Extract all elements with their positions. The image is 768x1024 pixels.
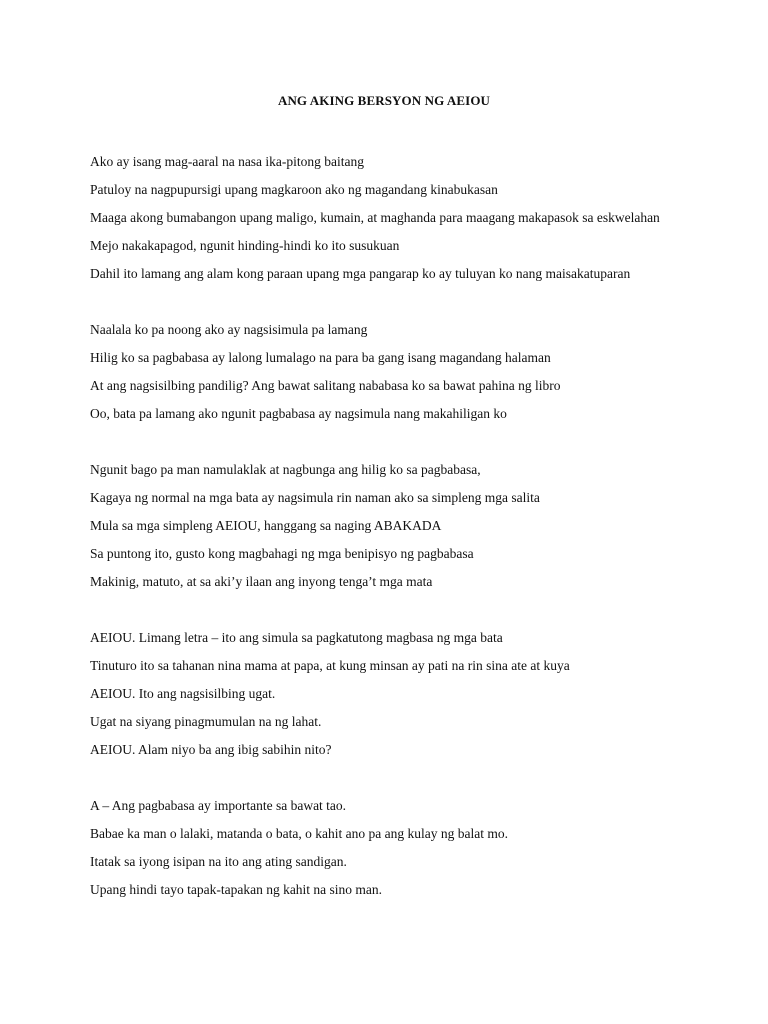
poem-line: Patuloy na nagpupursigi upang magkaroon ako ng magandang kinabukasan — [90, 182, 498, 197]
poem-line: Sa puntong ito, gusto kong magbahagi ng mga benipisyo ng pagbabasa — [90, 546, 474, 561]
poem-line: At ang nagsisilbing pandilig? Ang bawat salitang nababasa ko sa bawat pahina ng libro — [90, 378, 561, 393]
poem-line: Ugat na siyang pinagmumulan na ng lahat. — [90, 714, 322, 729]
poem-line: Itatak sa iyong isipan na ito ang ating sandigan. — [90, 854, 347, 869]
poem-line: Ako ay isang mag-aaral na nasa ika-pitong baitang — [90, 154, 365, 169]
poem-line: Tinuturo ito sa tahanan nina mama at papa, at kung minsan ay pati na rin sina ate at kuya — [90, 658, 570, 673]
poem-line: Babae ka man o lalaki, matanda o bata, o kahit ano pa ang kulay ng balat mo. — [90, 826, 508, 841]
stanza-5 — [90, 792, 730, 904]
poem-line: Upang hindi tayo tapak-tapakan ng kahit na sino man. — [90, 882, 383, 897]
poem-body — [90, 148, 730, 932]
poem-line: A – Ang pagbabasa ay importante sa bawat tao. — [90, 798, 347, 813]
poem-line: AEIOU. Ito ang nagsisilbing ugat. — [90, 686, 276, 701]
poem-line: Makinig, matuto, at sa aki’y ilaan ang inyong tenga’t mga mata — [90, 574, 433, 589]
stanza-2 — [90, 316, 730, 428]
poem-line: Oo, bata pa lamang ako ngunit pagbabasa ay nagsimula nang makahiligan ko — [90, 406, 507, 421]
stanza-3 — [90, 456, 730, 596]
document-title: ANG AKING BERSYON NG AEIOU — [277, 93, 491, 108]
poem-line: Naalala ko pa noong ako ay nagsisimula pa lamang — [90, 322, 368, 337]
poem-line: Mejo nakakapagod, ngunit hinding-hindi ko ito susukuan — [90, 238, 400, 253]
poem-line: AEIOU. Alam niyo ba ang ibig sabihin nito? — [90, 742, 332, 757]
poem-line: Kagaya ng normal na mga bata ay nagsimula rin naman ako sa simpleng mga salita — [90, 490, 540, 505]
poem-line: AEIOU. Limang letra – ito ang simula sa pagkatutong magbasa ng mga bata — [90, 630, 503, 645]
poem-line: Ngunit bago pa man namulaklak at nagbunga ang hilig ko sa pagbabasa, — [90, 462, 481, 477]
stanza-1 — [90, 148, 730, 288]
poem-line: Dahil ito lamang ang alam kong paraan upang mga pangarap ko ay tuluyan ko nang maisakatuparan — [90, 266, 631, 281]
stanza-4 — [90, 624, 730, 764]
poem-line: Mula sa mga simpleng AEIOU, hanggang sa naging ABAKADA — [90, 518, 442, 533]
poem-line: Maaga akong bumabangon upang maligo, kumain, at maghanda para maagang makapasok sa eskwelahan — [90, 210, 660, 225]
poem-line: Hilig ko sa pagbabasa ay lalong lumalago na para ba gang isang magandang halaman — [90, 350, 551, 365]
